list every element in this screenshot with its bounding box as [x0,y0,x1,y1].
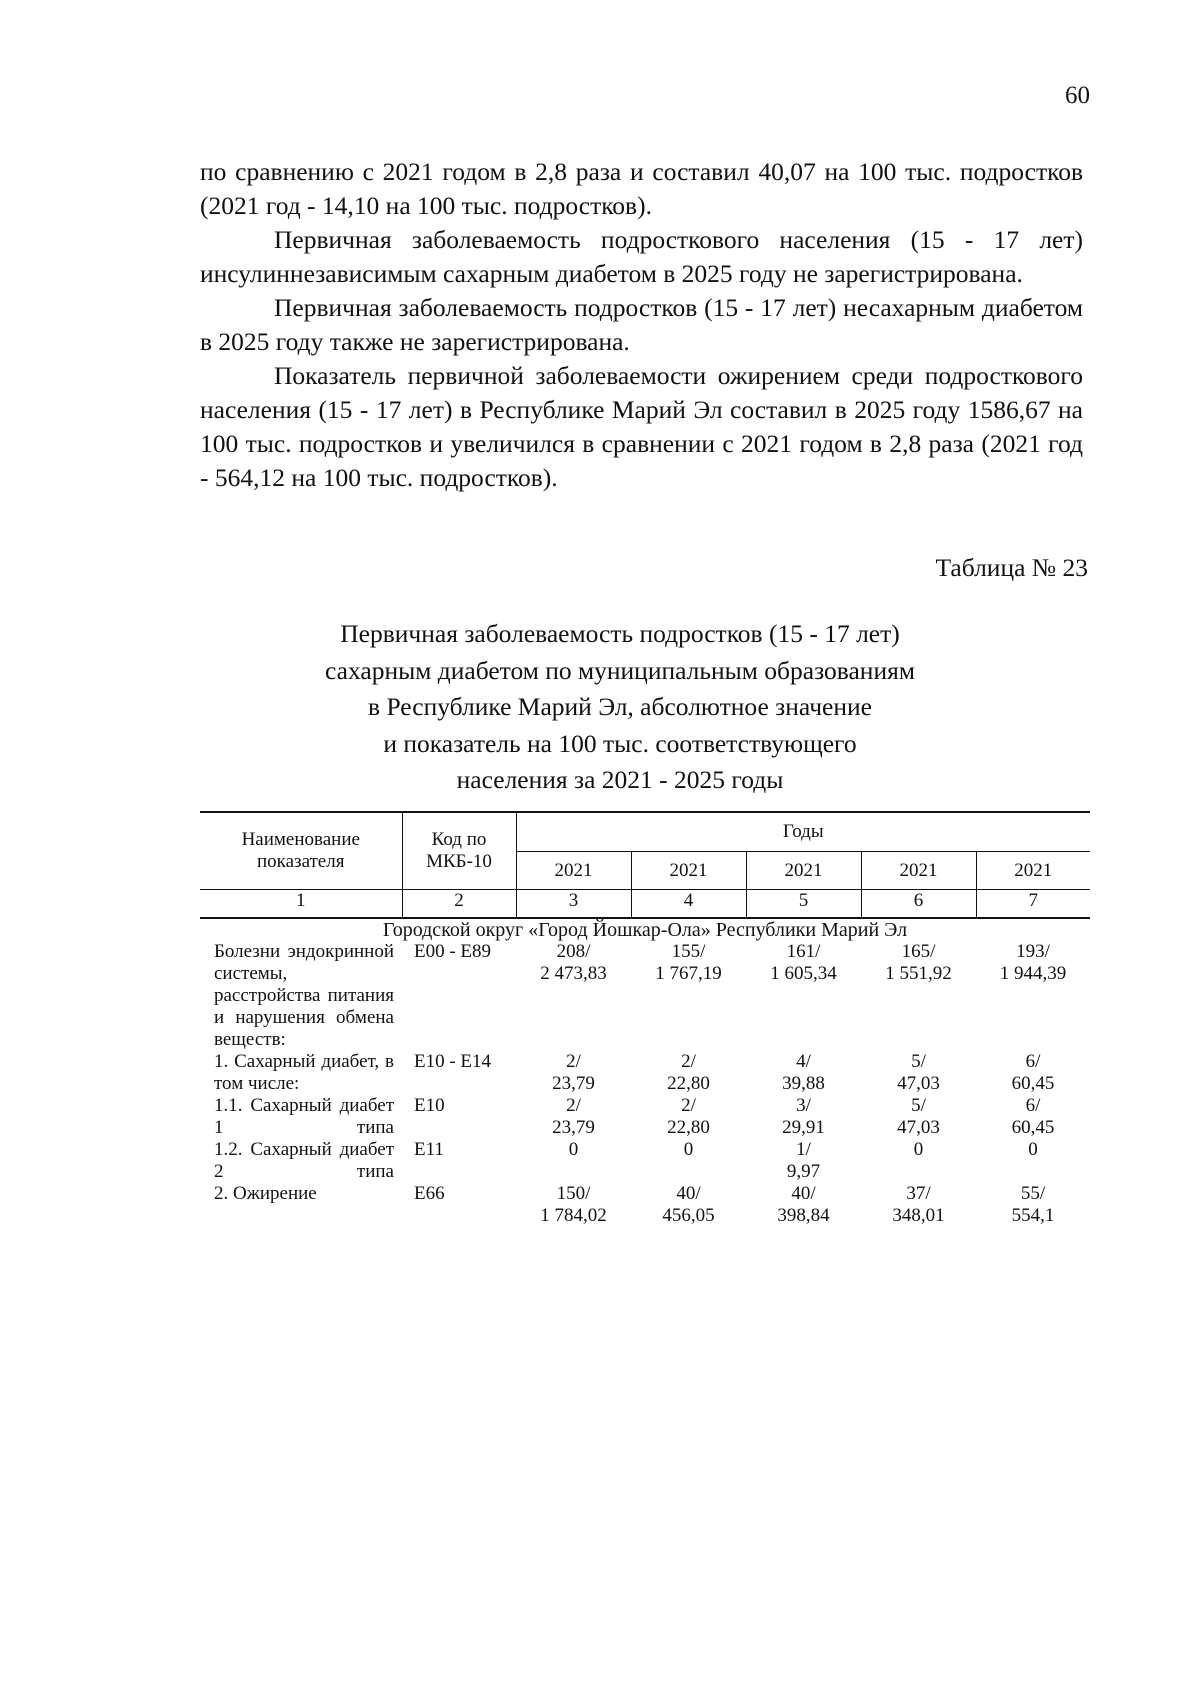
column-number-row [200,890,1090,919]
value-cell [861,1183,976,1227]
value-count: 5/ [911,1095,926,1116]
row-code: Е11 [414,1139,444,1160]
value-rate: 39,88 [782,1073,825,1094]
value-count: 150/ [556,1183,591,1204]
value-rate: 47,03 [897,1073,940,1094]
header-years: Годы [516,812,1090,852]
column-number: 4 [631,890,746,919]
value-cell [631,1051,746,1095]
value-rate: 398,84 [777,1205,830,1226]
column-number: 6 [861,890,976,919]
value-rate: 554,1 [1011,1205,1055,1226]
value-count: 6/ [1025,1051,1041,1072]
row-label: 2. Ожирение [214,1183,317,1204]
value-count: 55/ [1020,1183,1046,1204]
header-year: 2021 [746,852,861,890]
value-rate: 47,03 [897,1117,940,1138]
value-count: 5/ [911,1051,926,1072]
value-count: 161/ [786,941,821,962]
value-count: 2/ [681,1095,696,1116]
value-cell [516,941,631,1051]
table-row [200,1095,1090,1139]
value-rate: 23,79 [552,1073,595,1094]
table-title-line: сахарным диабетом по муниципальным образованиям [325,655,915,685]
value-rate: 60,45 [1011,1117,1055,1138]
value-rate: 1 551,92 [885,963,952,984]
value-cell [516,1051,631,1095]
value-count: 193/ [1016,941,1050,962]
value-rate: 9,97 [786,1161,821,1182]
value-cell [861,1051,976,1095]
value-count: 4/ [796,1051,811,1072]
header-year: 2021 [516,852,631,890]
table-title-line: населения за 2021 - 2025 годы [456,765,784,794]
value-cell [746,1139,861,1183]
value-rate: 1 944,39 [999,963,1067,984]
value-cell [631,1095,746,1139]
column-number: 2 [402,890,516,919]
value-cell [516,1139,631,1183]
header-code: Код по МКБ-10 [402,812,516,890]
value-count: 0 [568,1139,579,1160]
table-row [200,1051,1090,1095]
table-row [200,941,1090,1051]
value-rate: 22,80 [667,1117,710,1138]
value-cell [746,1095,861,1139]
value-rate: 29,91 [782,1117,825,1138]
row-code: Е00 - Е89 [414,941,492,962]
value-rate: 22,80 [667,1073,710,1094]
value-count: 2/ [566,1095,581,1116]
value-count: 165/ [901,941,936,962]
value-count: 208/ [556,941,591,962]
section-title: Городской округ «Город Йошкар-Ола» Республики Марий Эл [382,919,908,941]
row-code: Е66 [414,1183,445,1204]
value-count: 0 [913,1139,924,1160]
value-cell [746,1051,861,1095]
value-cell [976,941,1090,1051]
table-title-line: в Республике Марий Эл, абсолютное значение [368,692,872,721]
value-cell [976,1051,1090,1095]
row-label: Болезни эндокринной системы, расстройства питания и нарушения обмена веществ: [214,941,394,1050]
column-number: 3 [516,890,631,919]
row-label: 1.2. Сахарный диабет 2 типа [214,1139,394,1182]
body-text [200,155,1083,495]
value-cell [631,941,746,1051]
header-year: 2021 [631,852,746,890]
value-rate: 456,05 [662,1205,715,1226]
row-label: 1. Сахарный диабет, в том числе: [214,1051,394,1094]
value-count: 40/ [791,1183,816,1204]
value-cell [976,1095,1090,1139]
value-rate: 1 605,34 [770,963,837,984]
value-cell [976,1139,1090,1183]
table-number: Таблица № 23 [935,553,1088,582]
column-number: 7 [976,890,1090,919]
value-rate: 60,45 [1011,1073,1055,1094]
value-cell [516,1095,631,1139]
value-cell [861,941,976,1051]
paragraph: по сравнению с 2021 годом в 2,8 раза и составил 40,07 на 100 тыс. подростков (2021 год - 14,10 на 100 тыс. подростков). [200,157,1083,220]
header-indicator: Наименование показателя [200,812,402,890]
value-count: 1/ [796,1139,811,1160]
value-cell [631,1183,746,1227]
value-count: 6/ [1025,1095,1041,1116]
header-year: 2021 [861,852,976,890]
value-cell [631,1139,746,1183]
value-count: 2/ [566,1051,581,1072]
header-year: 2021 [976,852,1090,890]
value-count: 0 [1028,1139,1038,1160]
row-label: 1.1. Сахарный диабет 1 типа [214,1095,394,1138]
value-cell [516,1183,631,1227]
table-title [240,616,1000,799]
value-count: 0 [683,1139,694,1160]
incidence-table [200,811,1090,1227]
value-cell [746,1183,861,1227]
page-number: 60 [1065,82,1090,109]
value-rate: 1 784,02 [540,1205,607,1226]
table-row [200,1139,1090,1183]
value-cell [861,1095,976,1139]
paragraph: Первичная заболеваемость подросткового населения (15 - 17 лет) инсулиннезависимым сахарным диабетом в 2025 году не зарегистрирована. [200,225,1083,288]
value-count: 40/ [676,1183,701,1204]
column-number: 1 [200,890,402,919]
value-count: 2/ [681,1051,696,1072]
table-title-line: Первичная заболеваемость подростков (15 - 17 лет) [340,619,900,648]
value-rate: 348,01 [892,1205,945,1226]
value-rate: 2 473,83 [540,963,607,984]
value-count: 155/ [671,941,706,962]
value-count: 3/ [796,1095,811,1116]
paragraph: Первичная заболеваемость подростков (15 - 17 лет) несахарным диабетом в 2025 году также не зарегистрирована. [200,293,1083,356]
value-rate: 1 767,19 [655,963,722,984]
value-count: 37/ [906,1183,931,1204]
value-cell [746,941,861,1051]
table-title-line: и показатель на 100 тыс. соответствующего [383,728,857,758]
row-code: Е10 [414,1095,445,1116]
value-rate: 23,79 [552,1117,595,1138]
column-number: 5 [746,890,861,919]
value-cell [861,1139,976,1183]
paragraph: Показатель первичной заболеваемости ожирением среди подросткового населения (15 - 17 лет) в Республике Марий Эл составил в 2025 году 1586,67 на 100 тыс. подростков и увеличился в сравнении с 2021 годом в 2,8 раза (2021 год - 564,12 на 100 тыс. подростков). [200,361,1083,492]
value-cell [976,1183,1090,1227]
row-code: Е10 - Е14 [414,1051,492,1072]
table-row [200,1183,1090,1227]
